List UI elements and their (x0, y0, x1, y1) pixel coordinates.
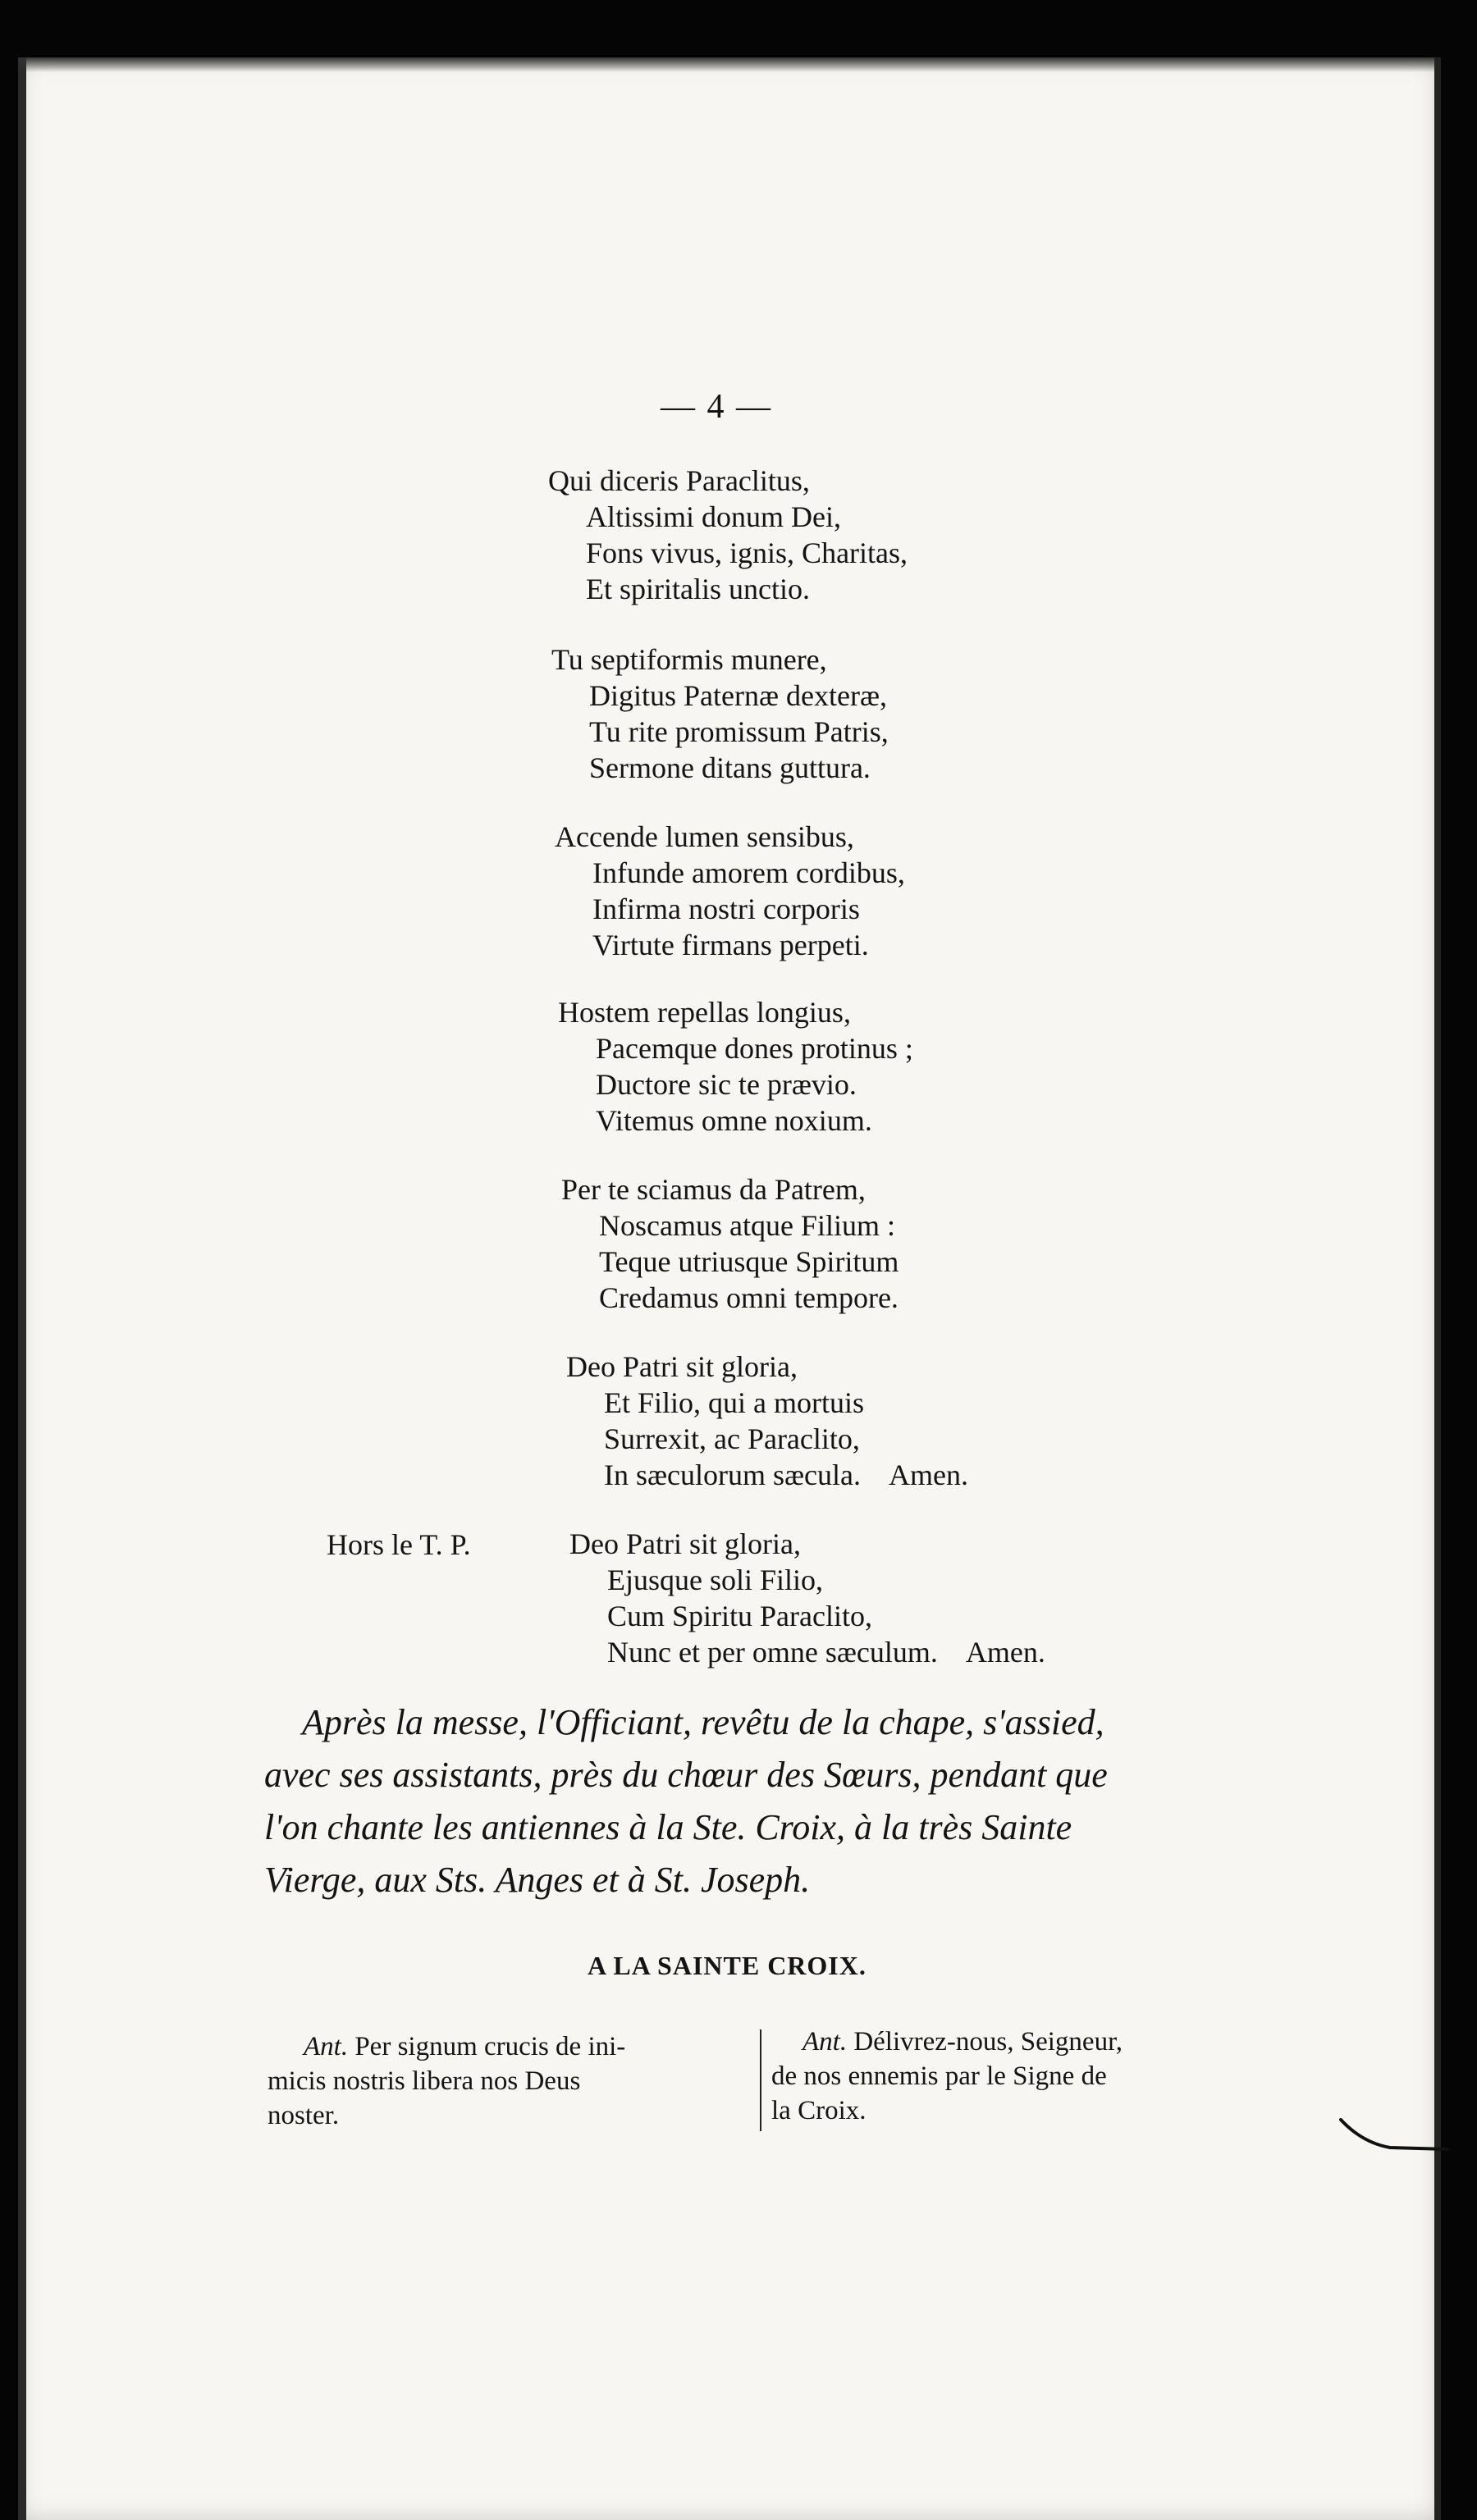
doxology-rubric-label: Hors le T. P. (327, 1528, 471, 1561)
page-edge-left (18, 57, 26, 2520)
verse-line: Per te sciamus da Patrem, (561, 1173, 866, 1206)
antiphon-latin (268, 2029, 625, 2133)
verse-line: Deo Patri sit gloria, (566, 1350, 798, 1383)
verse-line: Credamus omni tempore. (599, 1281, 899, 1314)
verse-line: Virtute firmans perpeti. (592, 929, 869, 961)
verse-line: Fons vivus, ignis, Charitas, (586, 536, 908, 569)
verse-line: In sæculorum sæcula. Amen. (604, 1459, 968, 1491)
stanza-5 (561, 1171, 899, 1316)
section-heading: A LA SAINTE CROIX. (588, 1951, 867, 1980)
page-edge-top (18, 57, 1439, 72)
rubric-line: l'on chante les antiennes à la Ste. Croix, à la très Sainte (264, 1807, 1072, 1847)
stanza-2 (551, 641, 889, 786)
verse-line: Ejusque soli Filio, (607, 1564, 824, 1596)
verse-line: Qui diceris Paraclitus, (548, 464, 810, 497)
stanza-3 (555, 819, 905, 963)
verse-line: Altissimi donum Dei, (586, 500, 842, 533)
rubric-line: avec ses assistants, près du chœur des Sœurs, pendant que (264, 1755, 1108, 1795)
stanza-4 (558, 994, 913, 1139)
antiphon-line (268, 2029, 625, 2064)
stanza-6 (566, 1349, 968, 1493)
verse-line: Et spiritalis unctio. (586, 573, 810, 605)
antiphon-line: de nos ennemis par le Signe de (771, 2061, 1107, 2091)
verse-line: Cum Spiritu Paraclito, (607, 1600, 872, 1632)
verse-line: Pacemque dones protinus ; (596, 1032, 913, 1065)
verse-line: Accende lumen sensibus, (555, 820, 854, 853)
margin-pencil-mark (1338, 2115, 1452, 2156)
antiphon-line: la Croix. (771, 2096, 867, 2125)
page-number: — 4 — (661, 388, 772, 426)
antiphon-french (771, 2025, 1123, 2128)
verse-line: Et Filio, qui a mortuis (604, 1386, 865, 1419)
verse-line: Teque utriusque Spiritum (599, 1245, 899, 1278)
stanza-1 (548, 463, 908, 607)
verse-line: Noscamus atque Filium : (599, 1209, 895, 1242)
verse-line: Tu rite promissum Patris, (589, 715, 889, 748)
rubric-line: Après la messe, l'Officiant, revêtu de la chape, s'assied, (302, 1702, 1104, 1742)
verse-line: Vitemus omne noxium. (596, 1104, 872, 1137)
verse-line: Nunc et per omne sæculum. Amen. (607, 1636, 1045, 1669)
antiphon-line: noster. (268, 2101, 340, 2130)
stanza-7 (569, 1526, 1045, 1670)
antiphon-text: Délivrez-nous, Seigneur, (847, 2027, 1123, 2057)
antiphon-text: Per signum crucis de ini- (348, 2032, 626, 2061)
antiphon-label: Ant. (304, 2032, 349, 2061)
antiphon-line (771, 2025, 1123, 2059)
verse-line: Deo Patri sit gloria, (569, 1527, 801, 1560)
verse-line: Surrexit, ac Paraclito, (604, 1422, 860, 1455)
verse-line: Digitus Paternæ dexteræ, (589, 679, 887, 712)
rubric-paragraph (264, 1696, 1274, 1906)
column-divider (760, 2029, 761, 2131)
verse-line: Sermone ditans guttura. (589, 751, 871, 784)
antiphon-line: micis nostris libera nos Deus (268, 2066, 581, 2096)
verse-line: Hostem repellas longius, (558, 996, 851, 1029)
verse-line: Tu septiformis munere, (551, 643, 827, 676)
antiphon-label: Ant. (803, 2027, 848, 2057)
verse-line: Infunde amorem cordibus, (592, 856, 905, 889)
verse-line: Ductore sic te prævio. (596, 1068, 857, 1101)
verse-line: Infirma nostri corporis (592, 892, 860, 925)
rubric-line: Vierge, aux Sts. Anges et à St. Joseph. (264, 1860, 811, 1900)
